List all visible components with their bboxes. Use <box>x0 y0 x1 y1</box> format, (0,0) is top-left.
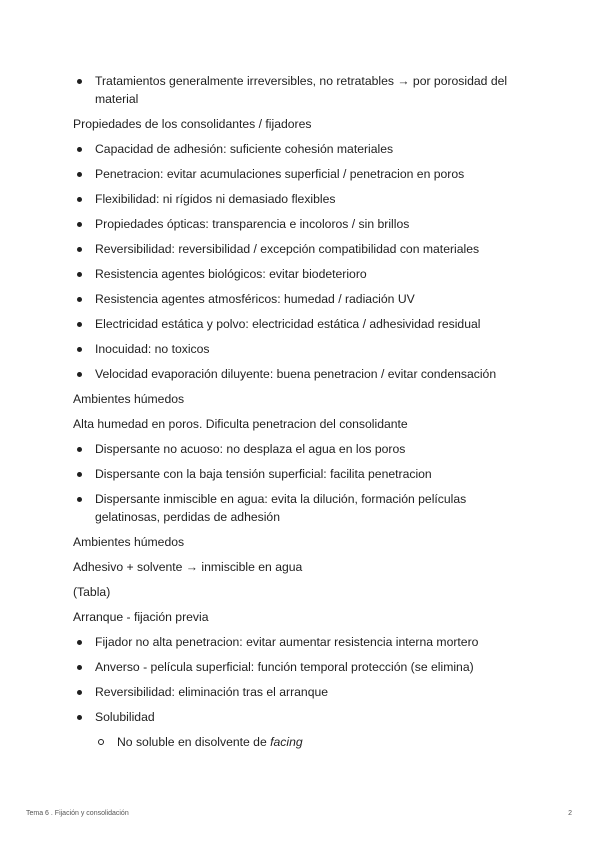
sub-item-text: No soluble en disolvente de <box>117 735 271 749</box>
list-item: Capacidad de adhesión: suficiente cohesión materiales <box>73 140 533 158</box>
paragraph: Arranque - fijación previa <box>73 610 209 624</box>
list-item: Electricidad estática y polvo: electricidad estática / adhesividad residual <box>73 315 533 333</box>
bullet-list <box>73 440 533 526</box>
list-item: Reversibilidad: reversibilidad / excepción compatibilidad con materiales <box>73 240 533 258</box>
footer-title: Tema 6 . Fijación y consolidación <box>26 810 129 817</box>
list-item: Tratamientos generalmente irreversibles, no retratables → por porosidad del material <box>73 72 533 108</box>
bullet-list <box>73 72 533 108</box>
list-item-solubilidad <box>73 708 533 751</box>
sub-bullet-list <box>95 733 533 751</box>
list-item: Resistencia agentes biológicos: evitar biodeterioro <box>73 265 533 283</box>
list-item: Dispersante no acuoso: no desplaza el agua en los poros <box>73 440 533 458</box>
list-item: Flexibilidad: ni rígidos ni demasiado flexibles <box>73 190 533 208</box>
list-item: Resistencia agentes atmosféricos: humedad / radiación UV <box>73 290 533 308</box>
sub-item-emphasis: facing <box>270 735 303 749</box>
list-item: Fijador no alta penetracion: evitar aumentar resistencia interna mortero <box>73 633 533 651</box>
list-item: Penetracion: evitar acumulaciones superficial / penetracion en poros <box>73 165 533 183</box>
list-item: Dispersante inmiscible en agua: evita la dilución, formación películas gelatinosas, perdidas de adhesión <box>73 490 533 526</box>
sub-list-item <box>95 733 533 751</box>
paragraph: Ambientes húmedos <box>73 392 185 406</box>
list-item: Inocuidad: no toxicos <box>73 340 533 358</box>
list-item: Propiedades ópticas: transparencia e incoloros / sin brillos <box>73 215 533 233</box>
paragraph: Alta humedad en poros. Dificulta penetracion del consolidante <box>73 417 408 431</box>
paragraph: Ambientes húmedos <box>73 535 185 549</box>
list-item: Dispersante con la baja tensión superficial: facilita penetracion <box>73 465 533 483</box>
list-item-label: Solubilidad <box>95 710 155 724</box>
paragraph: (Tabla) <box>73 585 111 599</box>
page-footer <box>26 810 572 817</box>
bullet-list <box>73 633 533 751</box>
paragraph: Propiedades de los consolidantes / fijadores <box>73 117 312 131</box>
document-body <box>73 72 533 758</box>
bullet-list <box>73 140 533 383</box>
list-item: Velocidad evaporación diluyente: buena penetracion / evitar condensación <box>73 365 533 383</box>
page-number: 2 <box>568 810 572 817</box>
list-item: Reversibilidad: eliminación tras el arranque <box>73 683 533 701</box>
paragraph: Adhesivo + solvente → inmiscible en agua <box>73 560 303 574</box>
list-item: Anverso - película superficial: función temporal protección (se elimina) <box>73 658 533 676</box>
